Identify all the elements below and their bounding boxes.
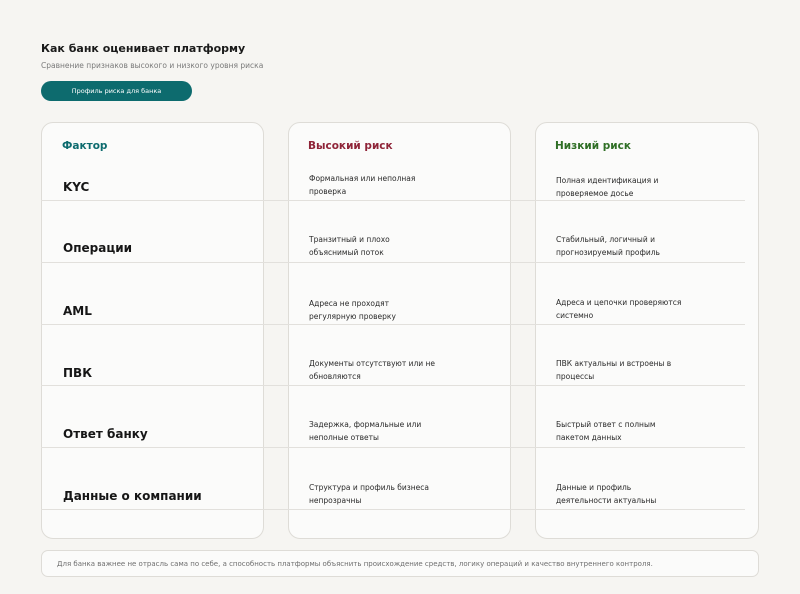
high-risk-cell: Формальная или неполная проверка: [309, 174, 416, 196]
row-divider: [41, 324, 745, 325]
low-risk-cell: ПВК актуальны и встроены в процессы: [556, 359, 672, 381]
factor-label-aml: AML: [63, 304, 92, 318]
factor-label-kyc: KYC: [63, 180, 90, 194]
low-risk-cell: Стабильный, логичный и прогнозируемый профиль: [556, 235, 660, 257]
high-risk-cell: Адреса не проходят регулярную проверку: [309, 299, 396, 321]
factor-label-pvk: ПВК: [63, 366, 92, 380]
column-header-low-risk: Низкий риск: [555, 140, 631, 152]
factor-label-bank-response: Ответ банку: [63, 427, 148, 441]
factor-label-company-data: Данные о компании: [63, 489, 202, 503]
high-risk-cell: Транзитный и плохо объяснимый поток: [309, 235, 390, 257]
factor-label-operations: Операции: [63, 241, 133, 255]
row-divider: [41, 200, 745, 201]
low-risk-cell: Полная идентификация и проверяемое досье: [556, 176, 659, 198]
row-divider: [41, 509, 745, 510]
low-risk-cell: Быстрый ответ с полным пакетом данных: [556, 420, 656, 442]
low-risk-cell: Адреса и цепочки проверяются системно: [556, 298, 682, 320]
high-risk-cell: Структура и профиль бизнеса непрозрачны: [309, 483, 430, 505]
risk-profile-button[interactable]: Профиль риска для банка: [41, 81, 192, 101]
page-title: Как банк оценивает платформу: [41, 42, 246, 55]
row-divider: [41, 262, 745, 263]
column-header-high-risk: Высокий риск: [308, 140, 393, 152]
column-header-factor: Фактор: [62, 140, 108, 152]
low-risk-cell: Данные и профиль деятельности актуальны: [556, 483, 657, 505]
high-risk-cell: Документы отсутствуют или не обновляются: [309, 359, 436, 381]
footer-note: Для банка важнее не отрасль сама по себе, а способность платформы объяснить происхождение средств, логику операций и качество внутреннего контроля.: [41, 550, 759, 577]
row-divider: [41, 447, 745, 448]
page-subtitle: Сравнение признаков высокого и низкого уровня риска: [41, 61, 264, 70]
row-divider: [41, 385, 745, 386]
high-risk-cell: Задержка, формальные или неполные ответы: [309, 420, 422, 442]
